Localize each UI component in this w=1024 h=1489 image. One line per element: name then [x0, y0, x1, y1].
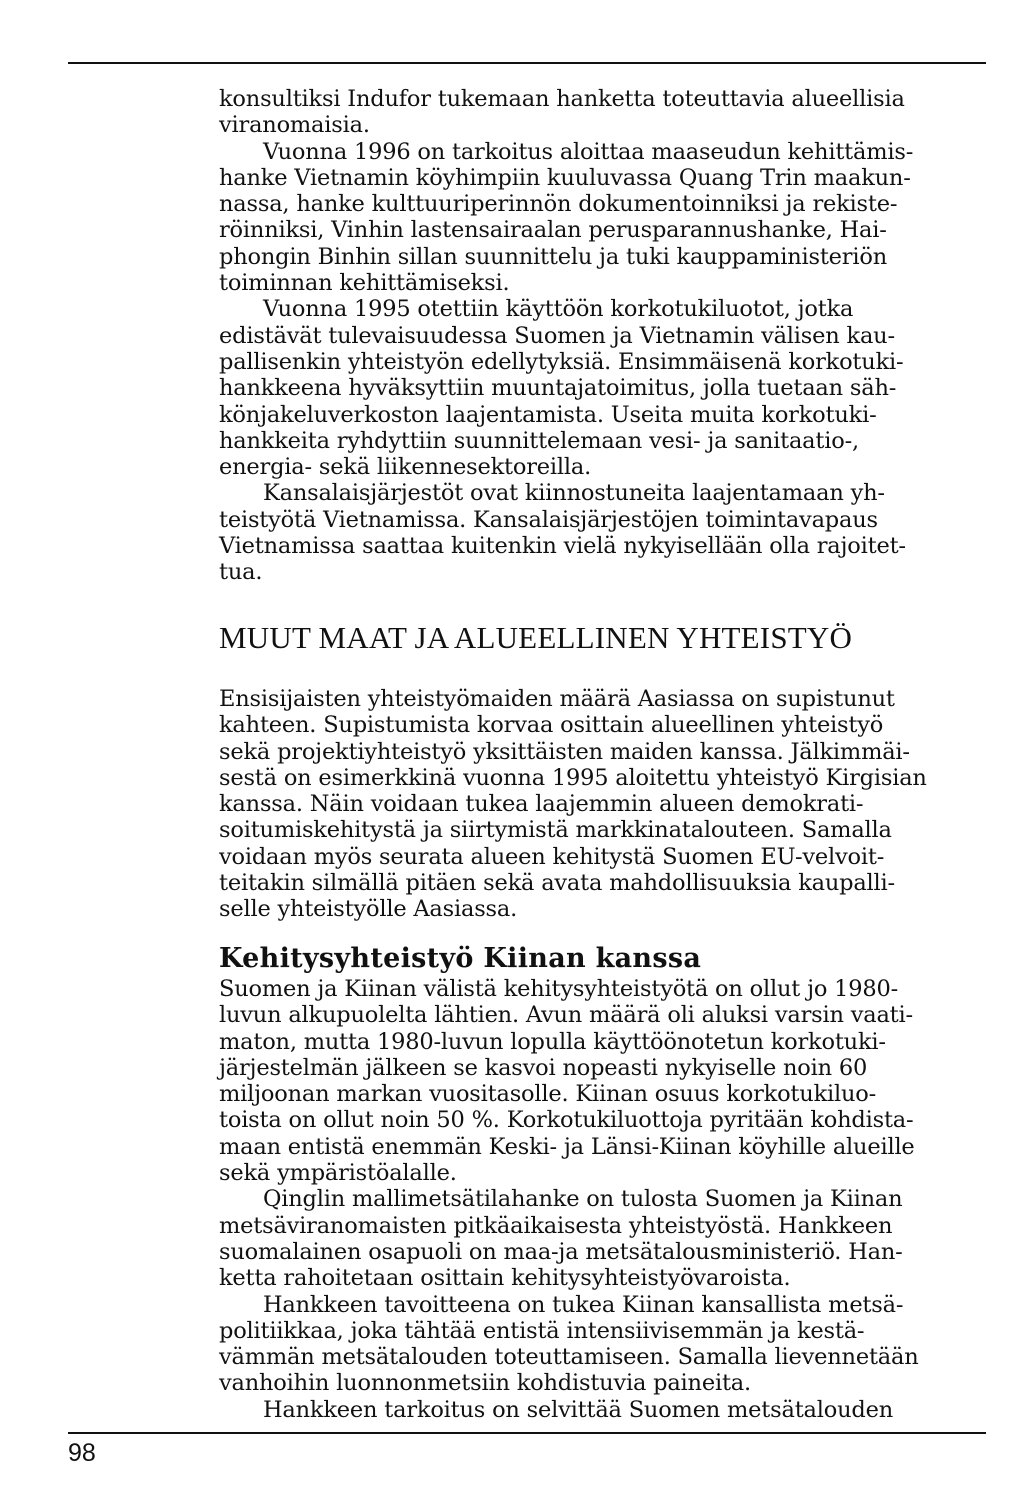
text-line: könjakeluverkoston laajentamista. Useita muita korkotuki-: [219, 401, 877, 428]
top-rule: [68, 62, 986, 64]
text-line: sekä projektiyhteistyö yksittäisten maiden kanssa. Jälkimmäi-: [219, 738, 910, 765]
text-line: teistyötä Vietnamissa. Kansalaisjärjestöjen toimintavapaus: [219, 506, 878, 533]
text-line: teitakin silmällä pitäen sekä avata mahdollisuuksia kaupalli-: [219, 870, 895, 897]
text-line: konsultiksi Indufor tukemaan hanketta toteuttavia alueellisia: [219, 86, 905, 112]
section-regional-text: [219, 686, 927, 923]
text-line-content: Vuonna 1995 otettiin käyttöön korkotukiluotot, jotka: [263, 296, 854, 323]
text-line: Vietnamissa saattaa kuitenkin vielä nykyisellään olla rajoitet-: [219, 533, 906, 560]
text-line: viranomaisia.: [219, 112, 370, 139]
text-line: kahteen. Supistumista korvaa osittain alueellinen yhteistyö: [219, 712, 884, 739]
text-line: voidaan myös seurata alueen kehitystä Suomen EU-velvoit-: [219, 843, 885, 870]
text-line: hankkeita ryhdyttiin suunnittelemaan vesi- ja sanitaatio-,: [219, 427, 859, 454]
text-line: [219, 296, 919, 322]
text-line: sestä on esimerkkinä vuonna 1995 aloitettu yhteistyö Kirgisian: [219, 764, 927, 791]
text-line: [219, 1186, 919, 1212]
text-line-content: Kansalaisjärjestöt ovat kiinnostuneita laajentamaan yh-: [263, 480, 885, 507]
text-line: maton, mutta 1980-luvun lopulla käyttöönotetun korkotuki-: [219, 1028, 886, 1055]
text-line: phongin Binhin sillan suunnittelu ja tuki kauppaministeriön: [219, 243, 887, 270]
text-line: ketta rahoitetaan osittain kehitysyhteistyövaroista.: [219, 1265, 791, 1292]
text-line: tua.: [219, 559, 263, 586]
text-line: järjestelmän jälkeen se kasvoi nopeasti nykyiselle noin 60: [219, 1054, 868, 1081]
text-line-content: Vuonna 1996 on tarkoitus aloittaa maaseudun kehittämis-: [263, 138, 914, 165]
text-line: toista on ollut noin 50 %. Korkotukiluottoja pyritään kohdista-: [219, 1107, 914, 1134]
paragraph: [219, 86, 919, 586]
text-line: metsäviranomaisten pitkäaikaisesta yhteistyöstä. Hankkeen: [219, 1212, 893, 1239]
text-line-content: Hankkeen tavoitteena on tukea Kiinan kansallista metsä-: [263, 1291, 904, 1318]
text-line: toiminnan kehittämiseksi.: [219, 270, 510, 297]
text-line: maan entistä enemmän Keski- ja Länsi-Kiinan köyhille alueille: [219, 1133, 915, 1160]
section-heading: MUUT MAAT JA ALUEELLINEN YHTEISTYÖ: [219, 620, 853, 655]
text-line: selle yhteistyölle Aasiassa.: [219, 896, 518, 923]
text-line: hanke Vietnamin köyhimpiin kuuluvassa Quang Trin maakun-: [219, 164, 911, 191]
text-line: suomalainen osapuoli on maa-ja metsätalousministeriö. Han-: [219, 1238, 903, 1265]
text-line: [219, 139, 919, 165]
text-line: pallisenkin yhteistyön edellytyksiä. Ensimmäisenä korkotuki-: [219, 348, 904, 375]
section-china-text: [219, 976, 919, 1423]
text-line: luvun alkupuolelta lähtien. Avun määrä oli aluksi varsin vaati-: [219, 1002, 913, 1029]
text-line: [219, 480, 919, 506]
subsection-heading: Kehitysyhteistyö Kiinan kanssa: [219, 943, 702, 974]
paragraph: [219, 976, 919, 1423]
text-line: energia- sekä liikennesektoreilla.: [219, 454, 592, 481]
text-line-content: Qinglin mallimetsätilahanke on tulosta Suomen ja Kiinan: [263, 1186, 903, 1213]
text-line: vanhoihin luonnonmetsiin kohdistuvia paineita.: [219, 1370, 751, 1397]
text-line: politiikkaa, joka tähtää entistä intensiivisemmän ja kestä-: [219, 1317, 865, 1344]
section-vietnam-text: [219, 86, 919, 586]
text-line: edistävät tulevaisuudessa Suomen ja Vietnamin välisen kau-: [219, 322, 895, 349]
text-line: soitumiskehitystä ja siirtymistä markkinatalouteen. Samalla: [219, 817, 892, 844]
page-number: 98: [68, 1439, 96, 1467]
text-line: kanssa. Näin voidaan tukea laajemmin alueen demokrati-: [219, 791, 864, 818]
text-line: röinniksi, Vinhin lastensairaalan perusparannushanke, Hai-: [219, 217, 887, 244]
text-line: [219, 1292, 919, 1318]
text-line: nassa, hanke kulttuuriperinnön dokumentoinniksi ja rekiste-: [219, 191, 898, 218]
text-line: Ensisijaisten yhteistyömaiden määrä Aasiassa on supistunut: [219, 686, 895, 712]
text-line: vämmän metsätalouden toteuttamiseen. Samalla lievennetään: [219, 1344, 919, 1371]
paragraph: [219, 686, 927, 923]
text-line: Suomen ja Kiinan välistä kehitysyhteistyötä on ollut jo 1980-: [219, 976, 899, 1002]
text-line: [219, 1397, 919, 1423]
text-line: sekä ympäristöalalle.: [219, 1160, 457, 1187]
bottom-rule: [68, 1432, 986, 1434]
text-line: miljoonan markan vuositasolle. Kiinan osuus korkotukiluo-: [219, 1081, 877, 1108]
text-line-content: Hankkeen tarkoitus on selvittää Suomen metsätalouden: [263, 1396, 894, 1423]
text-line: hankkeena hyväksyttiin muuntajatoimitus, jolla tuetaan säh-: [219, 375, 897, 402]
